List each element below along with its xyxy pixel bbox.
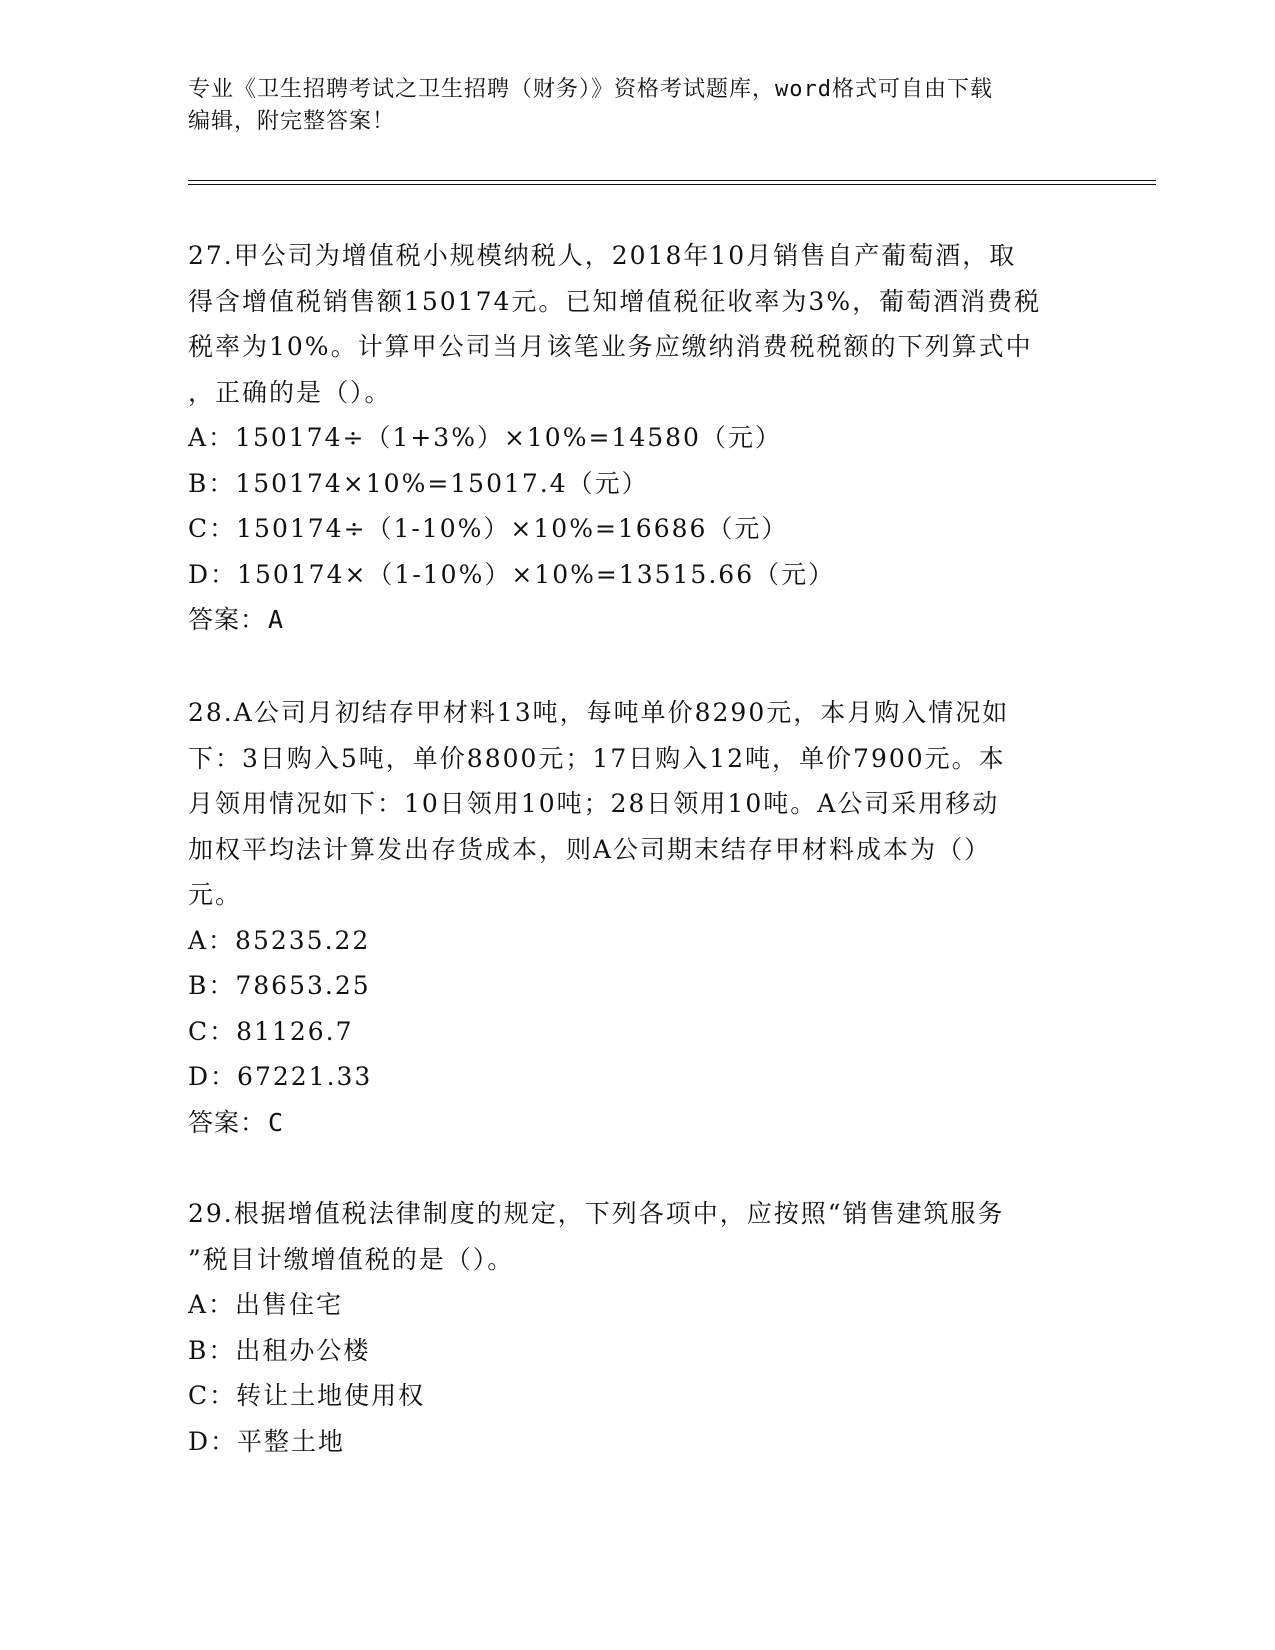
header-line: 专业《卫生招聘考试之卫生招聘（财务）》资格考试题库，word格式可自由下载 <box>188 77 993 102</box>
answer-label: 答案： <box>188 1107 267 1137</box>
option-c: C：150174÷（1-10%）×10%=16686（元） <box>188 514 789 543</box>
header-divider <box>188 180 1156 181</box>
question-27 <box>188 233 1088 643</box>
question-stem-line: 月领用情况如下：10日领用10吨；28日领用10吨。A公司采用移动 <box>188 789 1000 818</box>
question-stem-line: 加权平均法计算发出存货成本，则A公司期末结存甲材料成本为（） <box>188 834 992 864</box>
question-stem-line: ，正确的是（）。 <box>188 377 392 407</box>
question-stem-line: 下：3日购入5吨，单价8800元；17日购入12吨，单价7900元。本 <box>188 743 1006 773</box>
question-stem-line: 28.A公司月初结存甲材料13吨，每吨单价8290元，本月购入情况如 <box>188 698 1010 727</box>
answer-label: 答案： <box>188 605 267 634</box>
answer-line <box>188 597 1088 643</box>
question-stem-line: ”税目计缴增值税的是（）。 <box>188 1244 515 1274</box>
option-a: A：出售住宅 <box>188 1290 344 1319</box>
option-b: B：150174×10%=15017.4（元） <box>188 468 649 498</box>
header-line: 编辑，附完整答案！ <box>188 109 396 134</box>
option-c: C：81126.7 <box>188 1016 354 1046</box>
question-stem-line: 元。 <box>188 880 243 909</box>
document-header <box>188 74 1088 138</box>
answer-value: C <box>268 1107 285 1137</box>
question-28 <box>188 690 1088 1145</box>
option-c: C：转让土地使用权 <box>188 1381 426 1410</box>
option-b: B：出租办公楼 <box>188 1335 371 1365</box>
question-stem-line: 29.根据增值税法律制度的规定，下列各项中，应按照“销售建筑服务 <box>188 1199 1005 1228</box>
option-d: D：67221.33 <box>188 1062 373 1091</box>
question-29 <box>188 1191 1088 1464</box>
question-stem-line: 得含增值税销售额150174元。已知增值税征收率为3%，葡萄酒消费税 <box>188 286 1042 316</box>
option-d: D：150174×（1-10%）×10%=13515.66（元） <box>188 559 836 589</box>
option-b: B：78653.25 <box>188 971 371 1000</box>
header-divider <box>188 184 1156 185</box>
question-stem-line: 税率为10%。计算甲公司当月该笔业务应缴纳消费税税额的下列算式中 <box>188 332 1033 361</box>
answer-value: A <box>268 605 285 634</box>
option-a: A：150174÷（1+3%）×10%=14580（元） <box>188 423 782 452</box>
option-a: A：85235.22 <box>188 925 371 955</box>
question-stem-line: 27.甲公司为增值税小规模纳税人，2018年10月销售自产葡萄酒，取 <box>188 241 1017 270</box>
answer-line <box>188 1100 1088 1146</box>
option-d: D：平整土地 <box>188 1426 346 1456</box>
